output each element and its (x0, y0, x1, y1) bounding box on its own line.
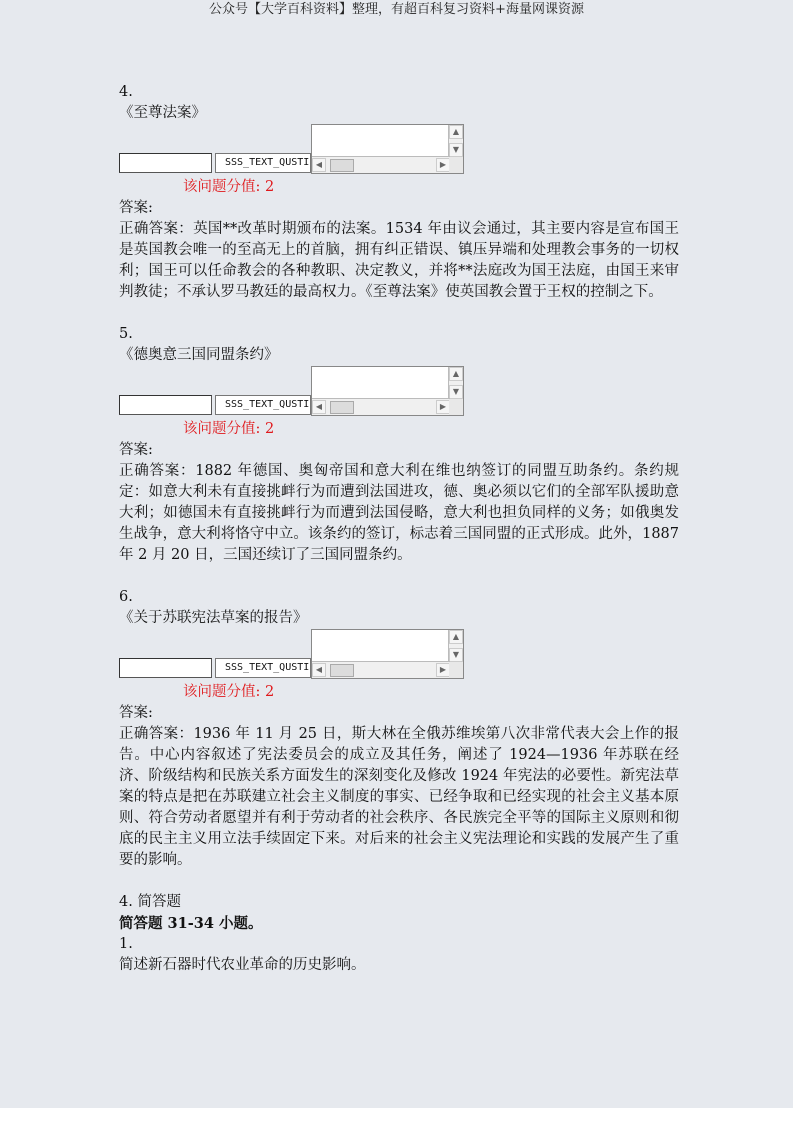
answer-widget (119, 366, 465, 418)
question-item (119, 587, 679, 871)
scroll-right-arrow-icon[interactable]: ▶ (436, 400, 450, 414)
question-title: 《关于苏联宪法草案的报告》 (119, 610, 308, 626)
question-item (119, 82, 679, 303)
score-label: 该问题分值: 2 (183, 684, 275, 700)
scroll-up-arrow-icon[interactable]: ▲ (449, 125, 463, 139)
scrollbar-corner (449, 662, 463, 678)
answer-text: 正确答案：1936 年 11 月 25 日，斯大林在全俄苏维埃第八次非常代表大会上作的报告。中心内容叙述了宪法委员会的成立及其任务，阐述了 1924—1936 年苏联在经济、阶级结构和民族关系方面发生的深刻变化及修改 1924 年宪法的必要性。新宪法草案的特点是把在苏联建立社会主义制度的事实、已经争取和已经实现的社会主义基本原则、符合劳动者愿望并有利于劳动者的社会秩序、各民族完全平等的国际主义原则和彻底的民主主义用立法手续固定下来。对后来的社会主义宪法理论和实践的发展产生了重要的影响。 (119, 726, 679, 868)
question-code-field[interactable]: SSS_TEXT_QUSTI (215, 395, 311, 415)
score-label: 该问题分值: 2 (183, 421, 275, 437)
scroll-left-arrow-icon[interactable]: ◀ (312, 158, 326, 172)
scrollbar-thumb[interactable] (330, 401, 354, 414)
scroll-up-arrow-icon[interactable]: ▲ (449, 630, 463, 644)
scroll-right-arrow-icon[interactable]: ▶ (436, 158, 450, 172)
answer-input[interactable] (119, 658, 212, 678)
scrollbar-thumb[interactable] (330, 664, 354, 677)
answer-text: 正确答案：英国**改革时期颁布的法案。1534 年由议会通过，其主要内容是宣布国王是英国教会唯一的至高无上的首脑，拥有纠正错误、镇压异端和处理教会事务的一切权利；国王可以任命教会的各种教职、决定教义，并将**法庭改为国王法庭，由国王来审判教徒；不承认罗马教廷的最高权力。《至尊法案》使英国教会置于王权的控制之下。 (119, 221, 679, 300)
question-code-field[interactable]: SSS_TEXT_QUSTI (215, 658, 311, 678)
scrollbar-corner (449, 157, 463, 173)
scroll-down-arrow-icon[interactable]: ▼ (449, 143, 463, 157)
question-list (119, 82, 679, 997)
question-title: 《德奥意三国同盟条约》 (119, 347, 279, 363)
horizontal-scrollbar[interactable] (312, 156, 450, 173)
horizontal-scrollbar[interactable] (312, 398, 450, 415)
scroll-down-arrow-icon[interactable]: ▼ (449, 648, 463, 662)
section-heading: 4. 简答题 (119, 894, 181, 910)
answer-textarea[interactable] (311, 124, 464, 174)
answer-label: 答案: (119, 705, 153, 721)
vertical-scrollbar[interactable] (448, 125, 463, 157)
scroll-left-arrow-icon[interactable]: ◀ (312, 400, 326, 414)
question-title: 简述新石器时代农业革命的历史影响。 (119, 957, 366, 973)
question-code-field[interactable]: SSS_TEXT_QUSTI (215, 153, 311, 173)
answer-textarea[interactable] (311, 629, 464, 679)
scrollbar-thumb[interactable] (330, 159, 354, 172)
answer-input[interactable] (119, 153, 212, 173)
vertical-scrollbar[interactable] (448, 367, 463, 399)
section-block (119, 892, 679, 976)
question-title: 《至尊法案》 (119, 105, 206, 121)
vertical-scrollbar[interactable] (448, 630, 463, 662)
answer-label: 答案: (119, 200, 153, 216)
horizontal-scrollbar[interactable] (312, 661, 450, 678)
answer-textarea[interactable] (311, 366, 464, 416)
answer-input[interactable] (119, 395, 212, 415)
page-header: 公众号【大学百科资料】整理，有超百科复习资料+海量网课资源 (209, 2, 584, 17)
score-label: 该问题分值: 2 (183, 179, 275, 195)
answer-widget (119, 629, 465, 681)
question-number: 5. (119, 326, 133, 342)
section-subheading: 简答题 31-34 小题。 (119, 915, 263, 932)
answer-label: 答案: (119, 442, 153, 458)
question-item (119, 324, 679, 566)
answer-text: 正确答案：1882 年德国、奥匈帝国和意大利在维也纳签订的同盟互助条约。条约规定：如意大利未有直接挑衅行为而遭到法国进攻，德、奥必须以它们的全部军队援助意大利；如德国未有直接挑衅行为而遭到法国侵略，意大利也担负同样的义务；如俄奥发生战争，意大利将恪守中立。该条约的签订，标志着三国同盟的正式形成。此外，1887 年 2 月 20 日，三国还续订了三国同盟条约。 (119, 463, 679, 563)
question-number: 1. (119, 936, 133, 952)
scroll-up-arrow-icon[interactable]: ▲ (449, 367, 463, 381)
scroll-down-arrow-icon[interactable]: ▼ (449, 385, 463, 399)
question-number: 6. (119, 589, 133, 605)
question-number: 4. (119, 84, 133, 100)
scroll-right-arrow-icon[interactable]: ▶ (436, 663, 450, 677)
scroll-left-arrow-icon[interactable]: ◀ (312, 663, 326, 677)
scrollbar-corner (449, 399, 463, 415)
answer-widget (119, 124, 465, 176)
